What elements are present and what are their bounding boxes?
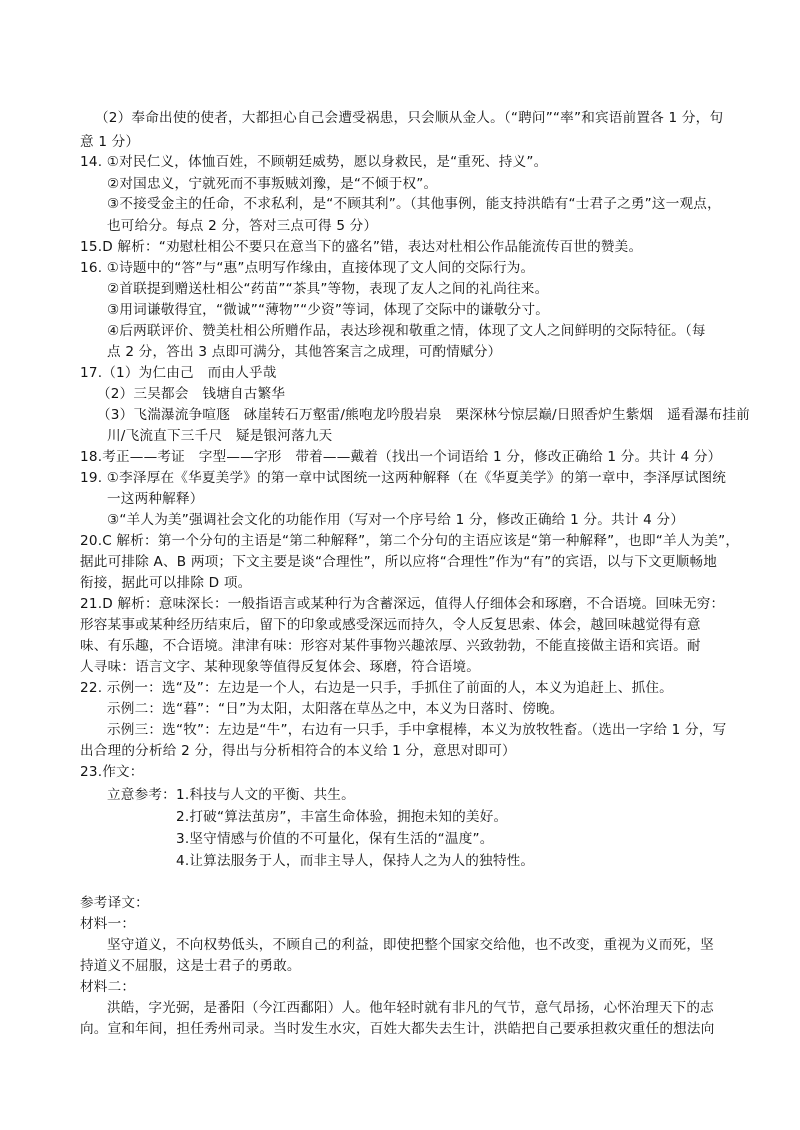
text-line: 出合理的分析给 2 分，得出与分析相符合的本义给 1 分，意思对即可） (80, 743, 516, 759)
text-line: ③用词谦敬得宜，“微诚”“薄物”“少资”等词，体现了交际中的谦敬分寸。 (107, 302, 550, 318)
text-line: 15.D 解析：“劝慰杜相公不要只在意当下的盛名”错，表达对杜相公作品能流传百世的赞美。 (80, 239, 643, 255)
text-line: 立意参考：1.科技与人文的平衡、共生。 (107, 787, 355, 803)
text-line: 示例三：选“牧”：左边是“牛”，右边有一只手，手中拿棍棒，本义为放牧牲畜。（选出一字给 1 分，写 (107, 722, 727, 738)
text-line: 也可给分。每点 2 分，答对三点可得 5 分） (107, 218, 378, 234)
text-line: 21.D 解析：意味深长：一般指语言或某种行为含蓄深远，值得人仔细体会和琢磨，不合语境。回味无穷： (80, 596, 725, 612)
text-line: ③不接受金主的任命，不求私利，是“不顾其利”。（其他事例，能支持洪皓有“士君子之勇”这一观点， (107, 196, 721, 212)
text-line: （2）奉命出使的使者，大都担心自己会遭受祸患，只会顺从金人。（“聘问”“率”和宾语前置各 1 分，句 (95, 110, 724, 126)
text-line: （2）三吴都会 钱塘自古繁华 (97, 386, 286, 402)
text-line: 形容某事或某种经历结束后，留下的印象或感受深远而持久，令人反复思索、体会，越回味越觉得有意 (80, 617, 701, 633)
text-line: 17.（1）为仁由己 而由人乎哉 (80, 365, 277, 381)
text-line: 3.坚守情感与价值的不可量化，保有生活的“温度”。 (176, 831, 494, 847)
text-line: 意 1 分） (80, 134, 140, 150)
text-line: ②首联提到赠送杜相公“药苗”“茶具”等物，表现了友人之间的礼尚往来。 (107, 281, 549, 297)
text-line: 点 2 分，答出 3 点即可满分，其他答案言之成理，可酌情赋分） (107, 344, 502, 360)
text-line: 味、有乐趣，不合语境。津津有味：形容对某件事物兴趣浓厚、兴致勃勃，不能直接做主语和宾语。耐 (80, 638, 701, 654)
text-line: ③“羊人为美”强调社会文化的功能作用（写对一个序号给 1 分，修改正确给 1 分。共计 4 分） (107, 512, 685, 528)
text-line: 16. ①诗题中的“答”与“惠”点明写作缘由，直接体现了文人间的交际行为。 (80, 260, 535, 276)
text-line: （3）飞湍瀑流争喧豗 砯崖转石万壑雷/熊咆龙吟殷岩泉 栗深林兮惊层巅/日照香炉生紫烟 遥看瀑布挂前 (97, 407, 750, 423)
text-line: 人寻味：语言文字、某种现象等值得反复体会、琢磨，符合语境。 (80, 659, 481, 675)
text-line: 衔接，据此可以排除 D 项。 (80, 575, 252, 591)
text-line: 2.打破“算法茧房”，丰富生命体验，拥抱未知的美好。 (176, 809, 508, 825)
text-line: 据此可排除 A、B 两项；下文主要是谈“合理性”，所以应将“合理性”作为“有”的宾语，以与下文更顺畅地 (80, 554, 718, 570)
text-line: 洪皓，字光弼，是番阳（今江西鄱阳）人。他年轻时就有非凡的气节，意气昂扬，心怀治理天下的志 (107, 1000, 714, 1016)
text-line: 18.考正——考证 字型——字形 带着——戴着（找出一个词语给 1 分，修改正确给 1 分。共计 4 分） (80, 449, 722, 465)
text-line: 示例二：选“暮”：“日”为太阳，太阳落在草丛之中，本义为日落时、傍晚。 (107, 701, 564, 717)
text-line: 坚守道义，不向权势低头，不顾自己的利益，即使把整个国家交给他，也不改变，重视为义而死，坚 (107, 937, 714, 953)
text-line: 22. 示例一：选“及”：左边是一个人，右边是一只手，手抓住了前面的人，本义为追赶上、抓住。 (80, 680, 673, 696)
text-line: 一这两种解释） (107, 491, 204, 507)
text-line: 4.让算法服务于人，而非主导人，保持人之为人的独特性。 (176, 853, 535, 869)
text-line: 川/飞流直下三千尺 疑是银河落九天 (107, 428, 333, 444)
text-line: 材料一： (80, 916, 136, 932)
text-line: 14. ①对民仁义，体恤百姓，不顾朝廷威势，愿以身救民，是“重死、持义”。 (80, 154, 548, 170)
text-line: 持道义不屈服，这是士君子的勇敢。 (80, 958, 301, 974)
text-line: ④后两联评价、赞美杜相公所赠作品，表达珍视和敬重之情，体现了文人之间鲜明的交际特征。（每 (107, 323, 706, 339)
text-line: ②对国忠义，宁就死而不事叛贼刘豫，是“不倾于权”。 (107, 176, 438, 192)
text-line: 材料二： (80, 979, 136, 995)
text-line: 向。宣和年间，担任秀州司录。当时发生水灾，百姓大都失去生计，洪皓把自己要承担救灾重任的想法向 (80, 1021, 715, 1037)
text-line: 20.C 解析：第一个分句的主语是“第二种解释”，第二个分句的主语应该是“第一种解释”，也即“羊人为美”， (80, 533, 740, 549)
text-line: 23.作文： (80, 764, 144, 780)
text-line: 参考译文： (80, 895, 149, 911)
text-line: 19. ①李泽厚在《华夏美学》的第一章中试图统一这两种解释（在《华夏美学》的第一章中，李泽厚试图统 (80, 470, 727, 486)
